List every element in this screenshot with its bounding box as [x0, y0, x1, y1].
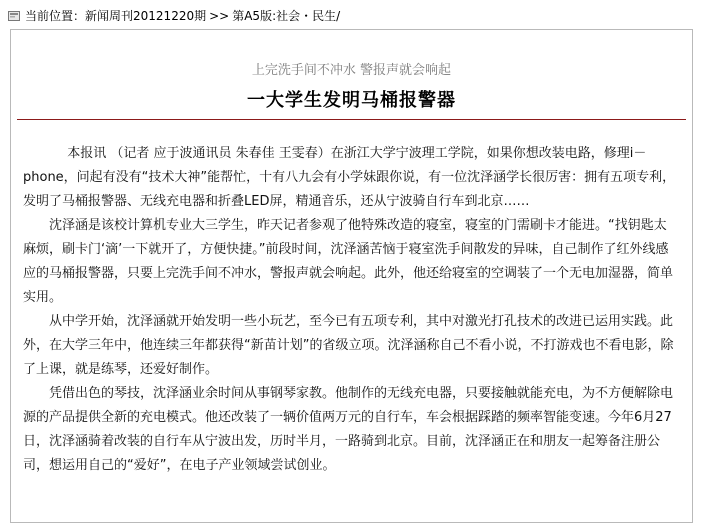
breadcrumb-section-link[interactable]: 第A5版:社会・民生/	[232, 9, 341, 23]
article-paragraph: 本报讯 （记者 应于波通讯员 朱春佳 王雯春）在浙江大学宁波理工学院，如果你想改装电路，修理i－phone，问起有没有“技术大神”能帮忙，十有八九会有小学妹跟你说，有一位沈泽涵学长很厉害：拥有五项专利，发明了马桶报警器、无线充电器和折叠LED屏，精通音乐，还从宁波骑自行车到北京……	[23, 146, 676, 209]
article-body	[23, 142, 677, 478]
article-title: 一大学生发明马桶报警器	[247, 90, 456, 111]
article-paragraph: 凭借出色的琴技，沈泽涵业余时间从事钢琴家教。他制作的无线充电器，只要接触就能充电，为不方便解除电源的产品提供全新的充电模式。他还改装了一辆价值两万元的自行车，车会根据踩踏的频率智能变速。今年6月27日，沈泽涵骑着改装的自行车从宁波出发，历时半月，一路骑到北京。目前，沈泽涵正在和朋友一起筹备注册公司，想运用自己的“爱好”，在电子产业领域尝试创业。	[23, 386, 674, 473]
breadcrumb-issue-link[interactable]: 新闻周刊20121220期	[85, 9, 207, 23]
breadcrumb-label: 当前位置：	[25, 9, 86, 23]
breadcrumb-separator: >>	[209, 9, 230, 23]
breadcrumb-icon	[8, 11, 20, 21]
article-subtitle: 上完洗手间不冲水 警报声就会响起	[251, 63, 452, 78]
article-paragraph: 沈泽涵是该校计算机专业大三学生，昨天记者参观了他特殊改造的寝室，寝室的门需刷卡才能进。“找钥匙太麻烦，刷卡门‘滴’一下就开了，方便快捷。”前段时间，沈泽涵苦恼于寝室洗手间散发的异味，自己制作了红外线感应的马桶报警器，只要上完洗手间不冲水，警报声就会响起。此外，他还给寝室的空调装了一个无电加湿器，简单实用。	[23, 218, 674, 305]
title-divider	[17, 119, 686, 120]
breadcrumb	[8, 6, 698, 26]
article-panel	[10, 29, 693, 523]
article-paragraph: 从中学开始，沈泽涵就开始发明一些小玩艺，至今已有五项专利，其中对激光打孔技术的改进已运用实践。此外，在大学三年中，他连续三年都获得“新苗计划”的省级立项。沈泽涵称自己不看小说，不打游戏也不看电影，除了上课，就是练琴，还爱好制作。	[23, 314, 674, 377]
